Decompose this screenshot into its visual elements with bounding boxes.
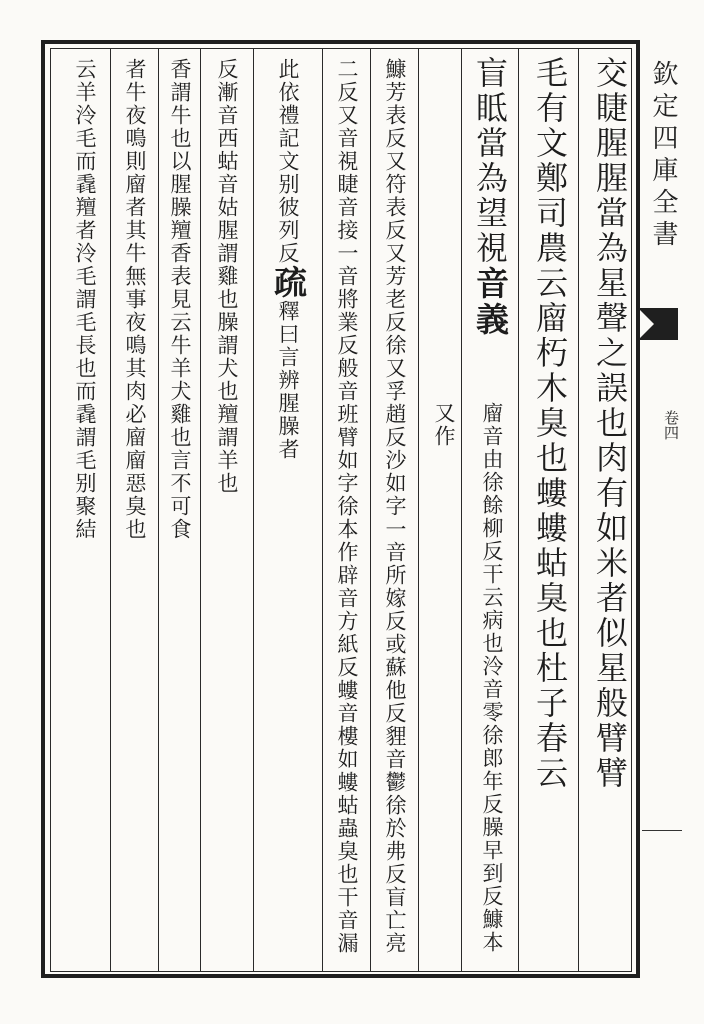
column-text: 反漸音西蛄音姑 xyxy=(215,58,239,219)
column-rule xyxy=(322,48,323,972)
margin-volume: 卷四 xyxy=(662,410,680,440)
yinyi-label: 音義 xyxy=(471,266,510,338)
text-column-10 xyxy=(60,58,110,968)
column-text: 交睫腥腥當為星聲之誤也肉有如米者似星般臂臂 xyxy=(591,56,629,791)
text-column-6 xyxy=(255,58,321,478)
text-column-2 xyxy=(520,56,580,966)
column-rule xyxy=(200,48,201,972)
column-text: 香謂牛也以腥臊羶香表見云牛羊犬雞也言不可食 xyxy=(168,58,192,541)
text-column-3-head xyxy=(463,56,517,396)
text-column-8 xyxy=(160,58,200,968)
column-text: 者牛夜鳴則廇者其牛無事夜鳴其肉必廇廇惡臭也 xyxy=(123,58,147,541)
column-rule xyxy=(370,48,371,972)
column-rule xyxy=(158,48,159,972)
column-text: 此依禮記文别彼列反 xyxy=(276,58,300,265)
column-text: 腥謂雞也臊謂犬也羶謂羊也 xyxy=(215,219,239,495)
shu-label: 疏 xyxy=(269,265,308,300)
column-rule xyxy=(253,48,254,972)
column-text: 云羊泠毛而毳羶者泠毛謂毛長也而毳謂毛别聚結 xyxy=(73,58,97,541)
column-text: 毛有文鄭司農云廇朽木臭也螻螻蛄臭也杜子春云 xyxy=(531,56,569,791)
text-column-5 xyxy=(324,58,370,968)
column-text: 廇音由徐餘柳反干云病也泠音零徐郎年反臊早到反鱇本又作 xyxy=(432,402,504,954)
column-text: 鱇芳表反又符表反又芳老反徐又孚趙反沙如字一音所嫁反或蘇他反貍音鬱徐於弗反盲亡亮 xyxy=(383,58,407,955)
column-rule xyxy=(518,48,519,972)
fish-tail-ornament-icon xyxy=(636,306,680,342)
column-rule xyxy=(110,48,111,972)
text-column-9 xyxy=(112,58,158,968)
text-column-1 xyxy=(580,56,640,966)
text-column-4 xyxy=(372,58,418,968)
column-text: 二反又音視睫音接一音將業反般音班臂如字徐本作辟音方紙反螻音樓如螻蛄蟲臭也干音漏 xyxy=(335,58,359,955)
column-text: 釋曰言辨腥臊者 xyxy=(276,300,300,461)
margin-tick xyxy=(642,830,682,831)
column-text: 盲眡當為望視 xyxy=(471,56,509,266)
margin-book-title: 欽定四庫全書 xyxy=(648,60,678,252)
text-column-3-notes xyxy=(420,402,516,962)
column-rule xyxy=(418,48,419,972)
text-column-7 xyxy=(202,58,252,968)
